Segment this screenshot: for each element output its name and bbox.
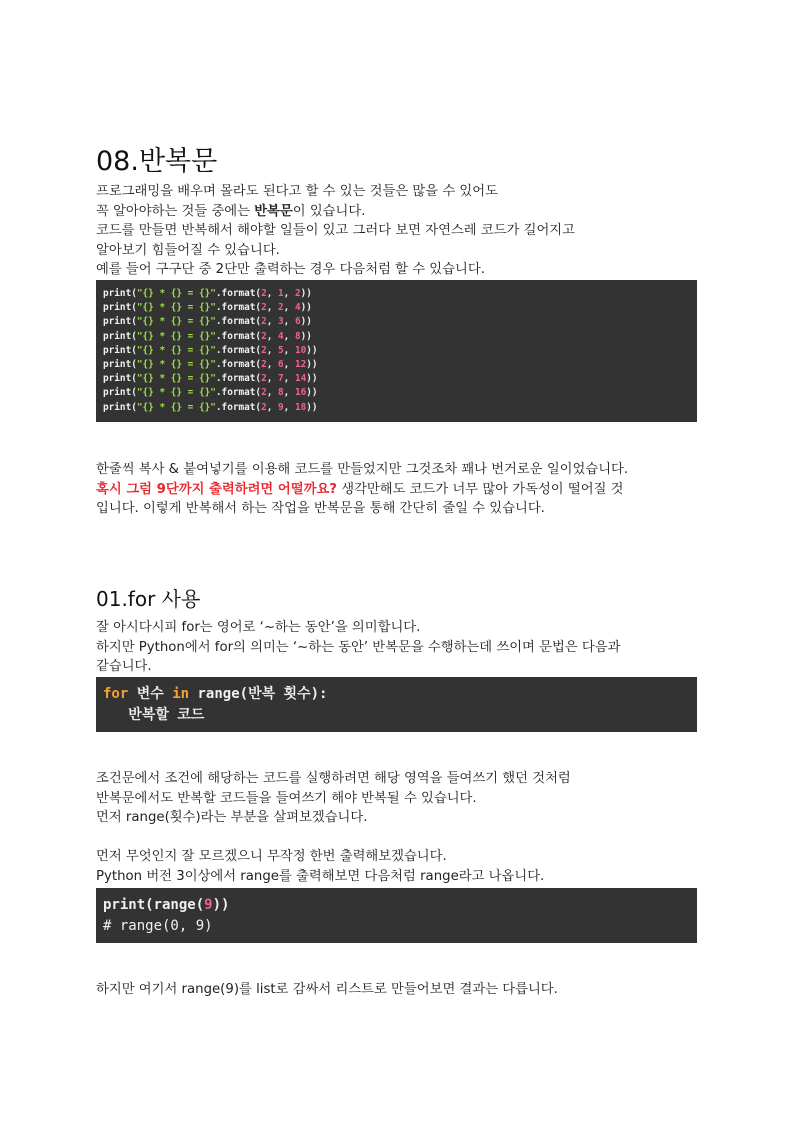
code-line: print("{} * {} = {}".format(2, 1, 2)) — [103, 288, 312, 299]
range-line-1: 먼저 무엇인지 잘 모르겠으니 무작정 한번 출력해보겠습니다. — [96, 849, 447, 864]
after-line-1: 한줄씩 복사 & 붙여넣기를 이용해 코드를 만들었지만 그것조차 꽤나 번거로운 일이었습니다. — [96, 462, 629, 477]
code-line: print("{} * {} = {}".format(2, 8, 16)) — [103, 387, 318, 399]
range-line-2: Python 버전 3이상에서 range를 출력해보면 다음처럼 range라고 나옵니다. — [96, 868, 545, 884]
section-title-loops: 08.반복문 — [96, 146, 218, 177]
intro-paragraph — [96, 182, 706, 280]
indent-paragraph — [96, 769, 706, 828]
bold-keyword: 반복문 — [254, 203, 293, 219]
code-line: print("{} * {} = {}".format(2, 7, 14)) — [103, 373, 318, 385]
section-title-for: 01.for 사용 — [96, 587, 201, 611]
indent-line-2: 반복문에서도 반복할 코드들을 들여쓰기 해야 반복될 수 있습니다. — [96, 790, 477, 806]
for-intro-line-2: 하지만 Python에서 for의 의미는 ‘~하는 동안’ 반복문을 수행하는데 쓰이며 문법은 다음과 — [96, 639, 621, 655]
for-syntax-line: for 변수 in range(반복 횟수): — [103, 686, 328, 702]
after-line-2: 혹시 그럼 9단까지 출력하려면 어떨까요? 생각만해도 코드가 너무 많아 가독성이 떨어질 것 — [96, 481, 624, 497]
red-question: 혹시 그럼 9단까지 출력하려면 어떨까요? — [96, 481, 337, 497]
intro-line-1: 프로그래밍을 배우며 몰라도 된다고 할 수 있는 것들은 많을 수 있어도 — [96, 184, 498, 199]
for-intro-paragraph — [96, 618, 706, 677]
code-line: print("{} * {} = {}".format(2, 2, 4)) — [103, 302, 312, 314]
intro-line-4: 알아보기 힘들어질 수 있습니다. — [96, 242, 280, 258]
after-line-3: 입니다. 이렇게 반복해서 하는 작업을 반복문을 통해 간단히 줄일 수 있습니다. — [96, 501, 545, 516]
code-line: print("{} * {} = {}".format(2, 6, 12)) — [103, 359, 318, 371]
for-syntax-code-block — [96, 677, 697, 732]
code-line: print("{} * {} = {}".format(2, 3, 6)) — [103, 316, 312, 328]
code-line: print("{} * {} = {}".format(2, 9, 18)) — [103, 401, 318, 413]
after-code-paragraph — [96, 460, 706, 519]
final-paragraph — [96, 980, 706, 1000]
range-code-block — [96, 888, 697, 943]
indent-line-1: 조건문에서 조건에 해당하는 코드를 실행하려면 해당 영역을 들여쓰기 했던 것처럼 — [96, 771, 571, 786]
range-comment-line: # range(0, 9) — [103, 918, 213, 934]
for-intro-line-3: 같습니다. — [96, 659, 152, 674]
for-body-line: 반복할 코드 — [103, 707, 205, 723]
code-line: print("{} * {} = {}".format(2, 4, 8)) — [103, 330, 312, 342]
final-line: 하지만 여기서 range(9)를 list로 감싸서 리스트로 만들어보면 결과는 다릅니다. — [96, 982, 558, 997]
range-paragraph — [96, 847, 706, 886]
indent-line-3: 먼저 range(횟수)라는 부분을 살펴보겠습니다. — [96, 810, 368, 825]
intro-line-5: 예를 들어 구구단 중 2단만 출력하는 경우 다음처럼 할 수 있습니다. — [96, 262, 485, 277]
intro-line-3: 코드를 만들면 반복해서 해야할 일들이 있고 그러다 보면 자연스레 코드가 길어지고 — [96, 223, 575, 238]
code-line: print("{} * {} = {}".format(2, 5, 10)) — [103, 344, 318, 356]
for-intro-line-1: 잘 아시다시피 for는 영어로 ‘~하는 동안’을 의미합니다. — [96, 620, 421, 635]
gugudan-code-block — [96, 280, 697, 422]
range-print-line: print(range(9)) — [103, 897, 230, 913]
intro-line-2: 꼭 알아야하는 것들 중에는 반복문이 있습니다. — [96, 203, 366, 219]
